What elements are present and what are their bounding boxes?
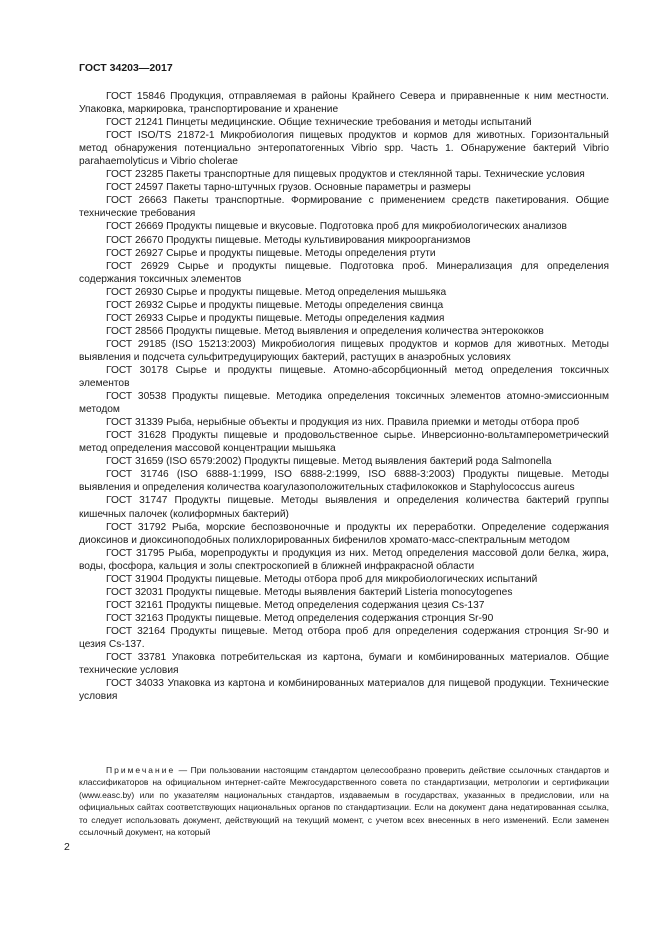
note-label: Примечание (106, 765, 176, 775)
reference-item: ГОСТ 31659 (ISO 6579:2002) Продукты пищевые. Метод выявления бактерий рода Salmonella (106, 456, 552, 468)
reference-item: ГОСТ 31747 Продукты пищевые. Методы выявления и определения количества бактерий группы кишечных палочек (колиформных бактерий) (79, 495, 609, 520)
reference-item: ГОСТ 26930 Сырье и продукты пищевые. Метод определения мышьяка (106, 286, 447, 298)
reference-item: ГОСТ 24597 Пакеты тарно-штучных грузов. Основные параметры и размеры (106, 182, 471, 194)
reference-item: ГОСТ 30178 Сырье и продукты пищевые. Атомно-абсорбционный метод определения токсичных элементов (79, 364, 609, 390)
reference-item: ГОСТ 26929 Сырье и продукты пищевые. Подготовка проб. Минерализация для определения содержания токсичных элементов (79, 260, 609, 285)
reference-item: ГОСТ 21241 Пинцеты медицинские. Общие технические требования и методы испытаний (106, 117, 532, 129)
reference-item: ГОСТ 26933 Сырье и продукты пищевые. Методы определения кадмия (106, 312, 445, 324)
reference-item: ГОСТ 32031 Продукты пищевые. Методы выявления бактерий Listeria monocytogenes (106, 586, 513, 598)
note-text: — При пользовании настоящим стандартом целесообразно проверить действие ссылочных стандартов и классификаторов на официальном интернет-сайте Межгосударственного совета по стандартизации, метрологии и сертификации (www.easc.by) или по указателям национальных стандартов, издаваемым в государствах, указанных в предисловии, или на официальных сайтах соответствующих национальных органов по стандартизации. Если на документ дана недатированная ссылка, то следует использовать документ, действующий на текущий момент, с учетом всех внесенных в него изменений. Если заменен ссылочный документ, на который (79, 765, 609, 838)
reference-item: ГОСТ 31746 (ISO 6888-1:1999, ISO 6888-2:1999, ISO 6888-3:2003) Продукты пищевые. Методы выявления и определения количества коагулазоположительных стафилококков и Staphylococcus aureus (79, 469, 609, 494)
note-block (79, 764, 609, 838)
reference-item: ГОСТ 26932 Сырье и продукты пищевые. Методы определения свинца (106, 299, 444, 311)
reference-item: ГОСТ 28566 Продукты пищевые. Метод выявления и определения количества энтерококков (106, 325, 544, 337)
reference-item: ГОСТ 26927 Сырье и продукты пищевые. Методы определения ртути (106, 247, 436, 259)
reference-item: ГОСТ 29185 (ISO 15213:2003) Микробиология пищевых продуктов и кормов для животных. Методы выявления и подсчета сульфитредуцирующих бактерий, растущих в анаэробных условиях (79, 338, 609, 363)
reference-item: ГОСТ 32163 Продукты пищевые. Метод определения содержания стронция Sr-90 (106, 612, 494, 624)
reference-item: ГОСТ 32161 Продукты пищевые. Метод определения содержания цезия Cs-137 (106, 599, 485, 611)
reference-item: ГОСТ 23285 Пакеты транспортные для пищевых продуктов и стеклянной тары. Технические условия (106, 169, 585, 181)
reference-item: ГОСТ 31795 Рыба, морепродукты и продукция из них. Метод определения массовой доли белка, жира, воды, фосфора, кальция и золы спектроскопией в ближней инфракрасной области (79, 547, 609, 572)
reference-item: ГОСТ 34033 Упаковка из картона и комбинированных материалов для пищевой продукции. Технические условия (79, 678, 609, 703)
reference-item: ГОСТ 26670 Продукты пищевые. Методы культивирования микроорганизмов (106, 234, 471, 246)
reference-item: ГОСТ 31904 Продукты пищевые. Методы отбора проб для микробиологических испытаний (106, 573, 538, 585)
reference-item: ГОСТ 26669 Продукты пищевые и вкусовые. Подготовка проб для микробиологических анализов (106, 221, 567, 233)
page-number: 2 (64, 841, 70, 853)
reference-item: ГОСТ 33781 Упаковка потребительская из картона, бумаги и комбинированных материалов. Общие технические условия (79, 652, 609, 677)
references-list (79, 90, 609, 703)
reference-item: ГОСТ 31792 Рыба, морские беспозвоночные и продукты их переработки. Определение содержания диоксинов и диоксиноподобных полихлорированных бифенилов хромато-масс-спектральным методом (79, 521, 609, 546)
reference-item: ГОСТ 31628 Продукты пищевые и продовольственное сырье. Инверсионно-вольтамперометрический метод определения массовой концентрации мышьяка (79, 430, 609, 455)
reference-item: ГОСТ 26663 Пакеты транспортные. Формирование с применением средств пакетирования. Общие технические требования (79, 195, 609, 220)
reference-item: ГОСТ 15846 Продукция, отправляемая в районы Крайнего Севера и приравненные к ним местности. Упаковка, маркировка, транспортирование и хранение (79, 91, 609, 116)
reference-item: ГОСТ 32164 Продукты пищевые. Метод отбора проб для определения содержания стронция Sr-90 и цезия Cs-137. (79, 625, 609, 650)
reference-item: ГОСТ 31339 Рыба, нерыбные объекты и продукция из них. Правила приемки и методы отбора проб (106, 417, 580, 429)
page-header-title: ГОСТ 34203—2017 (79, 62, 173, 74)
reference-item: ГОСТ ISO/TS 21872-1 Микробиология пищевых продуктов и кормов для животных. Горизонтальный метод обнаружения потенциально энтеропатогенных Vibrio spp. Часть 1. Обнаружение бактерий Vibrio parahaemolyticus и Vibrio cholerae (79, 130, 609, 168)
reference-item: ГОСТ 30538 Продукты пищевые. Методика определения токсичных элементов атомно-эмиссионным методом (79, 391, 609, 416)
